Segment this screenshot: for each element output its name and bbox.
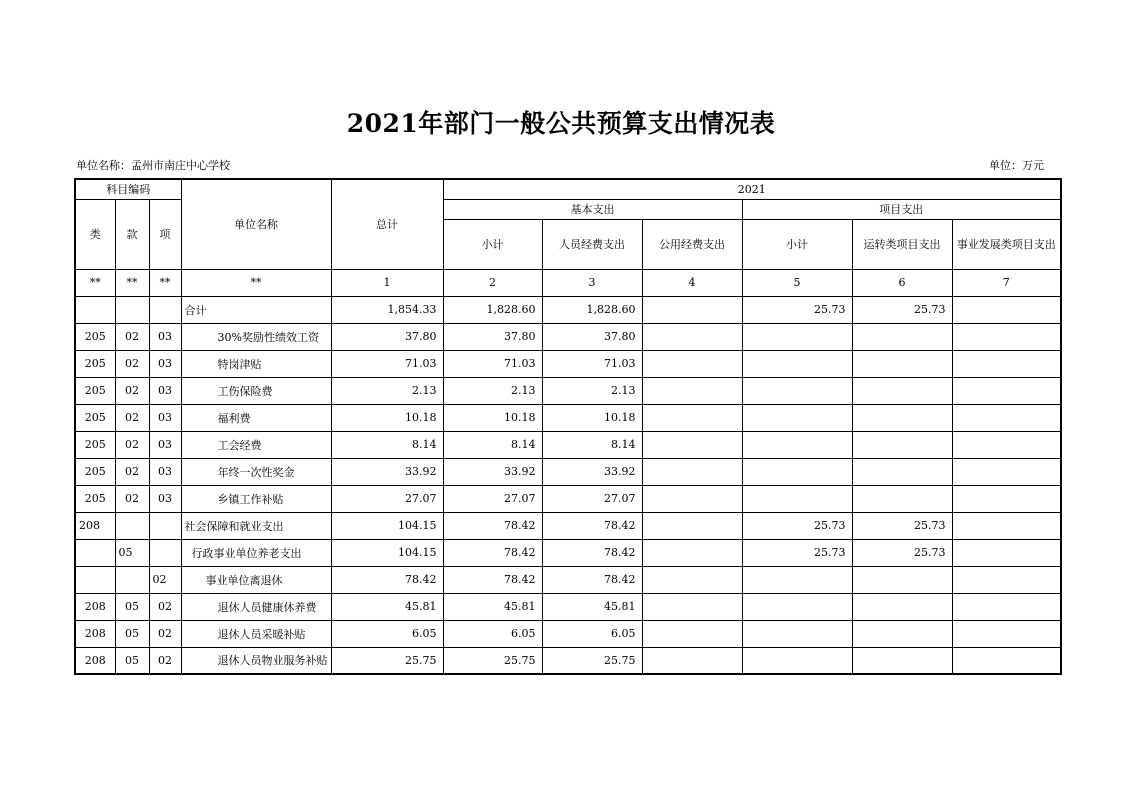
cell-project-subtotal: [742, 323, 852, 350]
cell-operational: 25.73: [852, 512, 952, 539]
index-cell: 7: [952, 269, 1061, 296]
cell-lei: [75, 566, 115, 593]
cell-kuan: 02: [115, 485, 149, 512]
cell-development: [952, 458, 1061, 485]
cell-personnel: 25.75: [542, 647, 642, 674]
cell-basic-subtotal: 25.75: [443, 647, 542, 674]
cell-lei: 205: [75, 377, 115, 404]
cell-personnel: 1,828.60: [542, 296, 642, 323]
cell-personnel: 45.81: [542, 593, 642, 620]
table-row: [75, 323, 1061, 350]
cell-lei: [75, 296, 115, 323]
cell-personnel: 78.42: [542, 566, 642, 593]
index-cell: 4: [642, 269, 742, 296]
cell-development: [952, 566, 1061, 593]
table-row: [75, 512, 1061, 539]
table-row: [75, 404, 1061, 431]
cell-name: 乡镇工作补贴: [181, 485, 331, 512]
header-lei: 类: [75, 199, 115, 269]
cell-lei: 208: [75, 512, 115, 539]
cell-personnel: 2.13: [542, 377, 642, 404]
cell-xiang: 03: [149, 323, 181, 350]
cell-personnel: 78.42: [542, 539, 642, 566]
header-kuan: 款: [115, 199, 149, 269]
cell-total: 2.13: [331, 377, 443, 404]
cell-public: [642, 296, 742, 323]
cell-kuan: 02: [115, 431, 149, 458]
cell-total: 33.92: [331, 458, 443, 485]
cell-lei: 205: [75, 404, 115, 431]
cell-project-subtotal: [742, 377, 852, 404]
header-code-group: 科目编码: [75, 179, 181, 199]
cell-basic-subtotal: 78.42: [443, 539, 542, 566]
cell-development: [952, 593, 1061, 620]
cell-total: 6.05: [331, 620, 443, 647]
cell-development: [952, 647, 1061, 674]
cell-kuan: 02: [115, 323, 149, 350]
cell-total: 45.81: [331, 593, 443, 620]
cell-public: [642, 620, 742, 647]
header-development: 事业发展类项目支出: [952, 219, 1061, 269]
cell-public: [642, 512, 742, 539]
header-unit-name: 单位名称: [181, 179, 331, 269]
cell-project-subtotal: [742, 350, 852, 377]
cell-lei: 205: [75, 485, 115, 512]
cell-basic-subtotal: 45.81: [443, 593, 542, 620]
cell-public: [642, 566, 742, 593]
cell-xiang: [149, 539, 181, 566]
table-row: [75, 620, 1061, 647]
index-cell: **: [75, 269, 115, 296]
cell-xiang: 03: [149, 350, 181, 377]
cell-public: [642, 539, 742, 566]
cell-name: 福利费: [181, 404, 331, 431]
table-row: [75, 647, 1061, 674]
cell-xiang: 03: [149, 485, 181, 512]
cell-xiang: 03: [149, 377, 181, 404]
cell-lei: 205: [75, 350, 115, 377]
cell-name: 合计: [181, 296, 331, 323]
cell-public: [642, 323, 742, 350]
cell-kuan: 02: [115, 350, 149, 377]
cell-xiang: 03: [149, 458, 181, 485]
cell-basic-subtotal: 33.92: [443, 458, 542, 485]
cell-total: 37.80: [331, 323, 443, 350]
cell-operational: [852, 566, 952, 593]
cell-total: 104.15: [331, 539, 443, 566]
cell-name: 事业单位离退休: [181, 566, 331, 593]
cell-development: [952, 512, 1061, 539]
cell-operational: [852, 593, 952, 620]
cell-development: [952, 323, 1061, 350]
cell-basic-subtotal: 27.07: [443, 485, 542, 512]
cell-kuan: [115, 566, 149, 593]
index-cell: 1: [331, 269, 443, 296]
cell-xiang: [149, 296, 181, 323]
header-basic: 基本支出: [443, 199, 742, 219]
table-row: [75, 377, 1061, 404]
cell-total: 104.15: [331, 512, 443, 539]
cell-public: [642, 485, 742, 512]
cell-total: 8.14: [331, 431, 443, 458]
unit-label: 单位：万元: [989, 159, 1044, 172]
cell-operational: [852, 377, 952, 404]
cell-public: [642, 647, 742, 674]
cell-name: 特岗津贴: [181, 350, 331, 377]
cell-name: 社会保障和就业支出: [181, 512, 331, 539]
cell-total: 71.03: [331, 350, 443, 377]
cell-operational: [852, 323, 952, 350]
index-cell: 2: [443, 269, 542, 296]
cell-lei: 205: [75, 431, 115, 458]
cell-operational: [852, 350, 952, 377]
cell-xiang: 02: [149, 620, 181, 647]
cell-operational: [852, 431, 952, 458]
cell-name: 退休人员采暖补贴: [181, 620, 331, 647]
cell-public: [642, 593, 742, 620]
cell-personnel: 71.03: [542, 350, 642, 377]
cell-project-subtotal: [742, 485, 852, 512]
cell-lei: [75, 539, 115, 566]
cell-personnel: 33.92: [542, 458, 642, 485]
cell-development: [952, 485, 1061, 512]
cell-development: [952, 350, 1061, 377]
cell-project-subtotal: [742, 620, 852, 647]
cell-name: 工会经费: [181, 431, 331, 458]
cell-development: [952, 404, 1061, 431]
cell-basic-subtotal: 71.03: [443, 350, 542, 377]
table-row: [75, 593, 1061, 620]
cell-operational: [852, 404, 952, 431]
cell-kuan: 02: [115, 458, 149, 485]
cell-name: 工伤保险费: [181, 377, 331, 404]
header-personnel: 人员经费支出: [542, 219, 642, 269]
cell-total: 1,854.33: [331, 296, 443, 323]
index-cell: **: [149, 269, 181, 296]
index-cell: **: [115, 269, 149, 296]
unit-name-label: 单位名称：孟州市南庄中心学校: [76, 159, 230, 172]
cell-project-subtotal: [742, 593, 852, 620]
cell-public: [642, 377, 742, 404]
cell-personnel: 10.18: [542, 404, 642, 431]
cell-name: 退休人员物业服务补贴: [181, 647, 331, 674]
cell-basic-subtotal: 37.80: [443, 323, 542, 350]
cell-name: 30%奖励性绩效工资: [181, 323, 331, 350]
cell-personnel: 78.42: [542, 512, 642, 539]
index-cell: 5: [742, 269, 852, 296]
cell-xiang: [149, 512, 181, 539]
header-total: 总计: [331, 179, 443, 269]
index-cell: 3: [542, 269, 642, 296]
cell-project-subtotal: [742, 431, 852, 458]
index-cell: 6: [852, 269, 952, 296]
cell-public: [642, 350, 742, 377]
cell-project-subtotal: 25.73: [742, 512, 852, 539]
table-row: [75, 566, 1061, 593]
cell-kuan: 05: [115, 593, 149, 620]
cell-kuan: 02: [115, 377, 149, 404]
cell-basic-subtotal: 8.14: [443, 431, 542, 458]
cell-basic-subtotal: 6.05: [443, 620, 542, 647]
cell-basic-subtotal: 1,828.60: [443, 296, 542, 323]
table-row: [75, 350, 1061, 377]
cell-lei: 208: [75, 620, 115, 647]
cell-project-subtotal: [742, 458, 852, 485]
header-project-subtotal: 小计: [742, 219, 852, 269]
cell-basic-subtotal: 10.18: [443, 404, 542, 431]
cell-operational: [852, 647, 952, 674]
cell-basic-subtotal: 78.42: [443, 566, 542, 593]
cell-lei: 208: [75, 593, 115, 620]
table-row: [75, 539, 1061, 566]
header-basic-subtotal: 小计: [443, 219, 542, 269]
cell-project-subtotal: 25.73: [742, 539, 852, 566]
cell-kuan: [115, 512, 149, 539]
cell-xiang: 03: [149, 404, 181, 431]
cell-total: 10.18: [331, 404, 443, 431]
cell-lei: 208: [75, 647, 115, 674]
cell-lei: 205: [75, 458, 115, 485]
cell-basic-subtotal: 2.13: [443, 377, 542, 404]
cell-kuan: 02: [115, 404, 149, 431]
cell-lei: 205: [75, 323, 115, 350]
cell-public: [642, 404, 742, 431]
cell-basic-subtotal: 78.42: [443, 512, 542, 539]
table-row: [75, 296, 1061, 323]
cell-project-subtotal: [742, 647, 852, 674]
cell-development: [952, 539, 1061, 566]
page-title: 2021年部门一般公共预算支出情况表: [346, 109, 776, 138]
table-row: [75, 458, 1061, 485]
cell-operational: [852, 458, 952, 485]
cell-name: 退休人员健康休养费: [181, 593, 331, 620]
table-row: [75, 431, 1061, 458]
cell-total: 25.75: [331, 647, 443, 674]
index-cell: **: [181, 269, 331, 296]
header-year: 2021: [443, 179, 1061, 199]
cell-total: 27.07: [331, 485, 443, 512]
cell-personnel: 6.05: [542, 620, 642, 647]
cell-kuan: [115, 296, 149, 323]
cell-operational: [852, 620, 952, 647]
table-row: [75, 485, 1061, 512]
index-row: [75, 269, 1061, 296]
cell-kuan: 05: [115, 620, 149, 647]
cell-xiang: 02: [149, 593, 181, 620]
header-operational: 运转类项目支出: [852, 219, 952, 269]
header-xiang: 项: [149, 199, 181, 269]
cell-operational: 25.73: [852, 296, 952, 323]
cell-personnel: 8.14: [542, 431, 642, 458]
cell-operational: [852, 485, 952, 512]
cell-public: [642, 431, 742, 458]
cell-personnel: 37.80: [542, 323, 642, 350]
cell-development: [952, 620, 1061, 647]
header-public: 公用经费支出: [642, 219, 742, 269]
cell-personnel: 27.07: [542, 485, 642, 512]
cell-total: 78.42: [331, 566, 443, 593]
cell-kuan: 05: [115, 539, 149, 566]
cell-development: [952, 296, 1061, 323]
cell-xiang: 03: [149, 431, 181, 458]
cell-kuan: 05: [115, 647, 149, 674]
cell-operational: 25.73: [852, 539, 952, 566]
cell-xiang: 02: [149, 566, 181, 593]
cell-public: [642, 458, 742, 485]
cell-xiang: 02: [149, 647, 181, 674]
cell-development: [952, 431, 1061, 458]
cell-project-subtotal: [742, 404, 852, 431]
header-project: 项目支出: [742, 199, 1061, 219]
cell-name: 行政事业单位养老支出: [181, 539, 331, 566]
cell-development: [952, 377, 1061, 404]
cell-project-subtotal: [742, 566, 852, 593]
budget-table: [74, 178, 1062, 675]
cell-project-subtotal: 25.73: [742, 296, 852, 323]
cell-name: 年终一次性奖金: [181, 458, 331, 485]
